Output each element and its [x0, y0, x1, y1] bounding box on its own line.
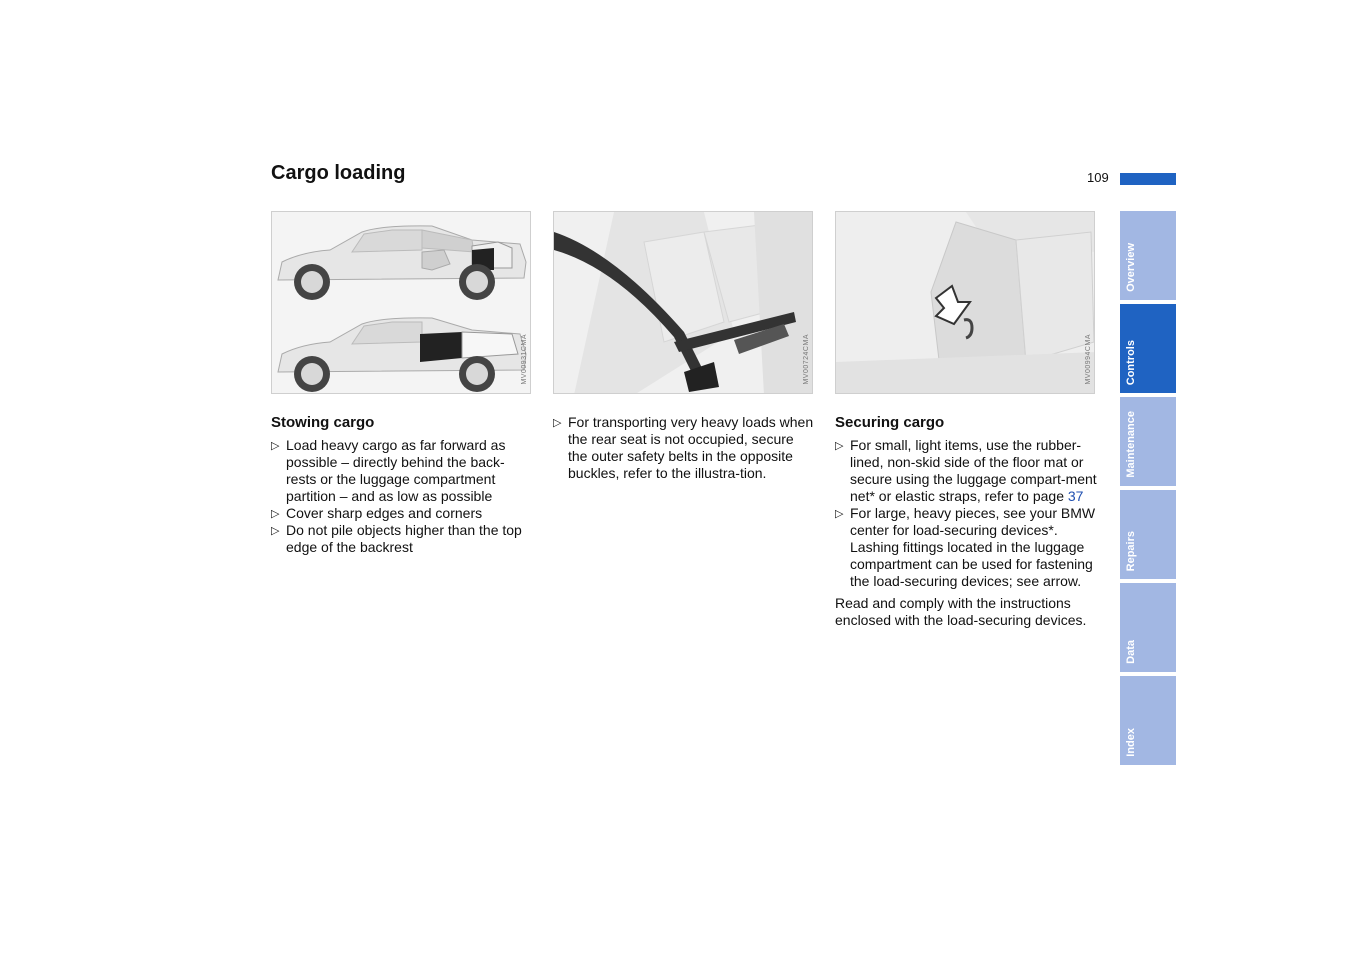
list-item: ▷ Load heavy cargo as far forward as possible – directly behind the back-rests or the luggage compartment partition – and as low as possible	[271, 437, 533, 505]
bullet-list	[271, 437, 533, 556]
tab-label: Index	[1125, 728, 1137, 757]
list-item: ▷ For large, heavy pieces, see your BMW center for load-securing devices*. Lashing fittings located in the luggage compartment can be used for fastening the load-securing devices; see arrow.	[835, 505, 1097, 590]
section-heading: Stowing cargo	[271, 414, 375, 431]
list-item	[835, 437, 1097, 505]
list-item-text: For small, light items, use the rubber-lined, non-skid side of the floor mat or secure using the luggage compart-ment net* or elastic straps, refer to page	[850, 437, 1097, 504]
page-number: 109	[1087, 170, 1109, 185]
stowing-cargo-section	[271, 414, 533, 556]
tab-index[interactable]	[1120, 676, 1176, 765]
tab-label: Overview	[1125, 243, 1137, 292]
list-item: ▷ For transporting very heavy loads when the rear seat is not occupied, secure the outer safety belts in the opposite buckles, refer to the illustra-tion.	[553, 414, 815, 482]
tab-overview[interactable]	[1120, 211, 1176, 300]
list-item: ▷ Cover sharp edges and corners	[271, 505, 533, 522]
tab-maintenance[interactable]	[1120, 397, 1176, 486]
tab-label: Controls	[1125, 339, 1137, 385]
section-heading: Securing cargo	[835, 414, 945, 431]
chapter-tabs	[1120, 211, 1176, 769]
lashing-eye-figure	[835, 211, 1095, 394]
seat-belt-illustration-icon	[554, 212, 813, 394]
figure-code: MV00994CMA	[1085, 334, 1092, 385]
page-reference-link[interactable]: 37	[1067, 488, 1084, 504]
heavy-loads-section	[553, 414, 815, 482]
page-title: Cargo loading	[271, 162, 406, 184]
tab-label: Data	[1125, 640, 1137, 664]
list-item: ▷ Do not pile objects higher than the top edge of the backrest	[271, 522, 533, 556]
car-cargo-figure	[271, 211, 531, 394]
car-cargo-illustration-icon	[272, 212, 531, 394]
securing-cargo-section	[835, 414, 1097, 629]
paragraph: Read and comply with the instructions enclosed with the load-securing devices.	[835, 595, 1087, 628]
tab-repairs[interactable]	[1120, 490, 1176, 579]
tab-controls[interactable]	[1120, 304, 1176, 393]
figure-code: MV00931CMA	[521, 334, 528, 385]
page-accent-bar	[1120, 173, 1176, 185]
figure-code: MV00724CMA	[803, 334, 810, 385]
tab-label: Maintenance	[1125, 411, 1137, 478]
bullet-list	[553, 414, 815, 482]
seat-belt-figure	[553, 211, 813, 394]
tab-data[interactable]	[1120, 583, 1176, 672]
bullet-list	[835, 437, 1097, 590]
lashing-eye-illustration-icon	[836, 212, 1095, 394]
tab-label: Repairs	[1125, 530, 1137, 571]
